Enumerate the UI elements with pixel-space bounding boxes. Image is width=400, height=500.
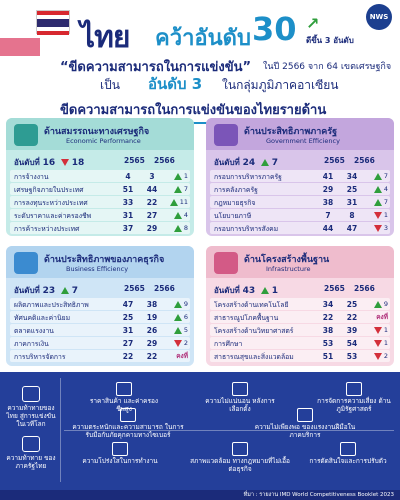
rank-to: 1 (271, 286, 279, 296)
value-2565: 4 (125, 171, 131, 181)
unchanged-label: คงที่ (376, 313, 388, 321)
table-row (10, 350, 190, 362)
change-indicator (364, 300, 390, 308)
value-2566: 31 (346, 197, 358, 207)
headline: คว้าอันดับ (155, 26, 251, 51)
rows (10, 298, 190, 363)
rank-to: 7 (71, 286, 79, 296)
panel-subtitle: Economic Performance (66, 137, 141, 145)
rank-from: 23 (42, 286, 56, 296)
change-value: 1 (383, 339, 388, 347)
up-icon (261, 287, 269, 294)
change-indicator (364, 312, 390, 322)
up-icon (174, 186, 182, 193)
table-row (10, 298, 190, 310)
change-value: 3 (383, 224, 388, 232)
change-indicator (164, 224, 190, 232)
challenge-item: การตัดสินใจและการปรับตัว (300, 442, 396, 466)
rows (210, 298, 390, 363)
panel-title: ด้านประสิทธิภาพของภาคธุรกิจ (44, 255, 165, 265)
change-value: 7 (383, 172, 388, 180)
year-2: 2566 (154, 284, 175, 293)
value-2565: 37 (122, 223, 134, 233)
table-row (10, 311, 190, 323)
change-indicator (164, 351, 190, 361)
row-label: ทัศนคติและค่านิยม (14, 313, 71, 322)
change-value: 8 (183, 224, 188, 232)
down-icon (374, 225, 382, 232)
rank-to: 7 (271, 158, 279, 168)
row-label: กฎหมายธุรกิจ (214, 198, 256, 207)
up-icon (174, 225, 182, 232)
table-row (210, 183, 390, 195)
sub-quote-tail: ในปี 2566 จาก 64 เขตเศรษฐกิจ (263, 62, 392, 72)
thai-flag-icon (36, 10, 70, 34)
table-row (210, 350, 390, 362)
value-2565: 44 (322, 223, 334, 233)
challenge-item: ความตระหนักและความสามารถ ในการรับมือกับภัยคุกคามทางไซเบอร์ (66, 408, 190, 440)
divider (60, 378, 61, 482)
challenge-item: การจัดการความเสี่ยง ด้านภูมิรัฐศาสตร์ (312, 382, 396, 414)
value-2565: 34 (322, 299, 334, 309)
rank-from: 43 (242, 286, 256, 296)
value-2566: 38 (146, 299, 158, 309)
change-indicator (164, 211, 190, 219)
table-row (10, 170, 190, 182)
value-2565: 41 (322, 171, 334, 181)
down-icon (61, 159, 69, 166)
row-label: ระดับราคาและค่าครองชีพ (14, 211, 92, 220)
value-2565: 47 (122, 299, 134, 309)
down-icon (374, 327, 382, 334)
challenge-item: ความไม่เพียงพอ ของแรงงานฝีมือในภาคบริการ (250, 408, 360, 440)
value-2566: 25 (346, 299, 358, 309)
worker-icon (297, 408, 313, 422)
change-value: 7 (183, 185, 188, 193)
panel-header (206, 246, 394, 278)
value-2566: 44 (146, 184, 158, 194)
panel-subtitle: Government Efficiency (266, 137, 340, 145)
brand-logo: NWS (366, 4, 392, 30)
row-label: กรอบการบริหารภาครัฐ (214, 172, 282, 181)
value-2565: 53 (322, 338, 334, 348)
rank-from: 24 (242, 158, 256, 168)
change-value: 4 (383, 185, 388, 193)
value-2565: 38 (322, 325, 334, 335)
cyber-icon (120, 408, 136, 422)
row-label: การลงทุนระหว่างประเทศ (14, 198, 88, 207)
table-row (210, 311, 390, 323)
value-2566: 8 (349, 210, 355, 220)
value-2565: 51 (122, 184, 134, 194)
value-2566: 27 (146, 210, 158, 220)
sub-quote: “ขีดความสามารถในการแข่งขัน” (60, 60, 252, 75)
value-2566: 25 (346, 184, 358, 194)
panel-business (6, 246, 194, 366)
value-2566: 22 (146, 351, 158, 361)
year-1: 2565 (124, 284, 145, 293)
change-indicator (364, 352, 390, 360)
table-row (10, 337, 190, 349)
change-indicator (364, 172, 390, 180)
row-label: โครงสร้างด้านเทคโนโลยี (214, 300, 289, 309)
year-1: 2565 (124, 156, 145, 165)
panel-header (6, 118, 194, 150)
panel-header (6, 246, 194, 278)
panel-infrastructure (206, 246, 394, 366)
economy-icon (14, 124, 38, 146)
panel-header (206, 118, 394, 150)
challenge-item: ความไม่แน่นอน หลังการเลือกตั้ง (200, 382, 280, 414)
panel-subtitle: Infrastructure (266, 265, 311, 273)
change-indicator (164, 185, 190, 193)
rise-text: ดีขึ้น 3 อันดับ (306, 36, 354, 45)
value-2565: 29 (322, 184, 334, 194)
row-label: นโยบายภาษี (214, 211, 252, 220)
value-2565: 31 (122, 210, 134, 220)
building-icon (22, 436, 40, 452)
change-indicator (364, 211, 390, 219)
decor-bar (0, 38, 40, 56)
trend-up-icon: ↗ (306, 14, 320, 33)
change-value: 9 (383, 300, 388, 308)
value-2566: 47 (346, 223, 358, 233)
row-label: การจ้างงาน (14, 172, 49, 181)
value-2566: 26 (146, 325, 158, 335)
region-rank: อันดับ 3 (148, 75, 203, 93)
challenge-item: ความโปร่งใสในการทำงาน (70, 442, 170, 466)
table-row (210, 209, 390, 221)
row-label: เศรษฐกิจภายในประเทศ (14, 185, 84, 194)
value-2566: 3 (149, 171, 155, 181)
globe-icon (346, 382, 362, 396)
value-2566: 19 (146, 312, 158, 322)
country-title: ไทย (80, 20, 130, 55)
puzzle-icon (22, 386, 40, 402)
change-value: 1 (383, 326, 388, 334)
change-value: 1 (383, 211, 388, 219)
value-2566: 39 (346, 325, 358, 335)
up-icon (261, 159, 269, 166)
change-indicator (164, 339, 190, 347)
change-value: 4 (183, 211, 188, 219)
table-row (210, 298, 390, 310)
up-icon (174, 212, 182, 219)
table-row (210, 324, 390, 336)
panel-title: ด้านสมรรถนะทางเศรษฐกิจ (44, 127, 150, 137)
challenge-item: สภาพแวดล้อม ทางกฎหมายที่ไม่เอื้อต่อธุรกิจ (190, 442, 290, 474)
rank-from: 16 (42, 158, 56, 168)
row-label: ภาคการเงิน (14, 339, 49, 348)
up-icon (174, 173, 182, 180)
value-2566: 22 (146, 197, 158, 207)
change-indicator (164, 198, 190, 206)
up-icon (174, 327, 182, 334)
value-2566: 54 (346, 338, 358, 348)
row-label: กรอบการบริหารสังคม (214, 224, 279, 233)
table-row (10, 222, 190, 234)
panel-government (206, 118, 394, 236)
panel-subtitle: Business Efficiency (66, 265, 129, 273)
panel-title: ด้านประสิทธิภาพภาครัฐ (244, 127, 338, 137)
clipboard-icon (112, 442, 128, 456)
table-row (210, 170, 390, 182)
change-value: 9 (183, 300, 188, 308)
table-row (210, 337, 390, 349)
infrastructure-icon (214, 252, 238, 274)
value-2566: 22 (346, 312, 358, 322)
down-icon (374, 353, 382, 360)
value-2565: 7 (325, 210, 331, 220)
change-indicator (364, 185, 390, 193)
value-2566: 29 (146, 338, 158, 348)
row-label: โครงสร้างด้านวิทยาศาสตร์ (214, 326, 294, 335)
up-icon (170, 199, 178, 206)
change-indicator (364, 198, 390, 206)
government-icon (214, 124, 238, 146)
up-icon (374, 173, 382, 180)
table-row (210, 222, 390, 234)
row-label: การค้าระหว่างประเทศ (14, 224, 80, 233)
row-label: ผลิตภาพและประสิทธิภาพ (14, 300, 89, 309)
change-value: 1 (183, 172, 188, 180)
change-indicator (364, 224, 390, 232)
change-value: 11 (179, 198, 188, 206)
row-label: การคลังภาครัฐ (214, 185, 258, 194)
vote-icon (232, 382, 248, 396)
challenge-item: ราคาสินค้า และค่าครองชีพสูง (86, 382, 162, 414)
down-icon (374, 340, 382, 347)
value-2565: 51 (322, 351, 334, 361)
challenge-side-label: ความท้าทายของไทย สู่การแข่งขันในเวทีโลก (4, 386, 58, 428)
year-2: 2566 (354, 284, 375, 293)
year-1: 2565 (324, 156, 345, 165)
value-2566: 29 (146, 223, 158, 233)
value-2565: 22 (322, 312, 334, 322)
section-title: ขีดความสามารถในการแข่งขันของไทยรายด้าน (60, 99, 326, 124)
unchanged-label: คงที่ (176, 352, 188, 360)
down-icon (374, 212, 382, 219)
row-label: การศึกษา (214, 339, 243, 348)
region-tail: ในกลุ่มภูมิภาคอาเซียน (222, 78, 339, 92)
row-label: ตลาดแรงงาน (14, 326, 54, 335)
change-indicator (164, 326, 190, 334)
down-icon (174, 340, 182, 347)
up-icon (174, 314, 182, 321)
table-row (10, 324, 190, 336)
change-value: 2 (383, 352, 388, 360)
row-label: การบริหารจัดการ (14, 352, 66, 361)
row-label: สาธารณูปโภคพื้นฐาน (214, 313, 279, 322)
gov-challenge-side-label: ความท้าทาย ของภาครัฐไทย (4, 436, 58, 471)
year-2: 2566 (154, 156, 175, 165)
up-icon (374, 199, 382, 206)
change-value: 6 (183, 313, 188, 321)
panel-economy (6, 118, 194, 236)
value-2566: 34 (346, 171, 358, 181)
row-label: สาธารณสุขและสิ่งแวดล้อม (214, 352, 294, 361)
value-2565: 31 (122, 325, 134, 335)
change-value: 2 (183, 339, 188, 347)
up-icon (61, 287, 69, 294)
overall-rank: 30 (252, 10, 297, 48)
table-row (10, 209, 190, 221)
rank-line: อันดับที่ 24 7 (214, 158, 279, 168)
change-indicator (164, 172, 190, 180)
change-indicator (364, 326, 390, 334)
up-icon (374, 186, 382, 193)
value-2565: 22 (122, 351, 134, 361)
change-indicator (164, 300, 190, 308)
change-value: 5 (183, 326, 188, 334)
business-icon (14, 252, 38, 274)
change-indicator (364, 339, 390, 347)
up-icon (174, 301, 182, 308)
table-row (10, 196, 190, 208)
scale-icon (232, 442, 248, 456)
rank-line: อันดับที่ 23 7 (14, 286, 79, 296)
table-row (10, 183, 190, 195)
price-icon (116, 382, 132, 396)
year-2: 2566 (354, 156, 375, 165)
table-row (210, 196, 390, 208)
source-footer: ที่มา : รายงาน IMD World Competitiveness Booklet 2023 (0, 490, 400, 500)
panel-title: ด้านโครงสร้างพื้นฐาน (244, 255, 330, 265)
value-2565: 25 (122, 312, 134, 322)
rows (10, 170, 190, 235)
gear-icon (340, 442, 356, 456)
rank-line: อันดับที่ 43 1 (214, 286, 279, 296)
up-icon (374, 301, 382, 308)
change-value: 7 (383, 198, 388, 206)
rank-to: 18 (71, 158, 85, 168)
value-2565: 27 (122, 338, 134, 348)
value-2565: 33 (122, 197, 134, 207)
region-pre: เป็น (100, 78, 120, 92)
rows (210, 170, 390, 235)
value-2566: 53 (346, 351, 358, 361)
rank-line: อันดับที่ 16 18 (14, 158, 85, 168)
change-indicator (164, 313, 190, 321)
value-2565: 38 (322, 197, 334, 207)
year-1: 2565 (324, 284, 345, 293)
